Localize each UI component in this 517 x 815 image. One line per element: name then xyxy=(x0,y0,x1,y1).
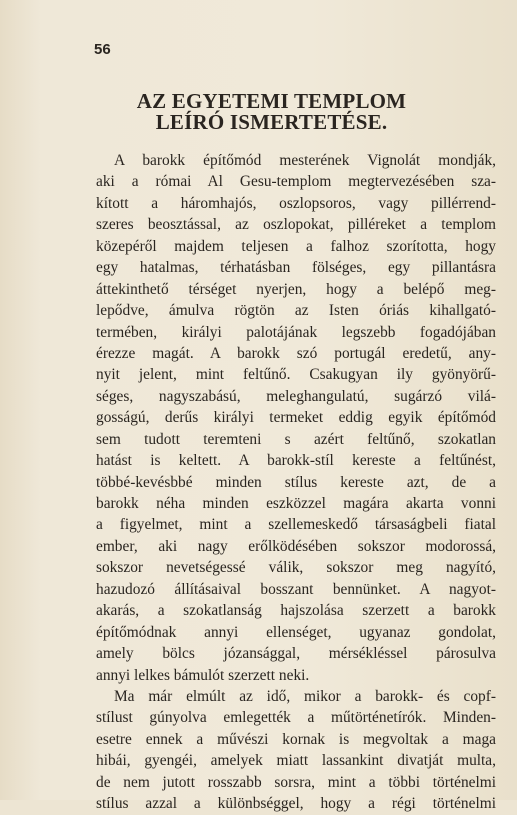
paragraph-2 xyxy=(96,686,496,815)
text-line: kított a háromhajós, oszlopsoros, vagy pillérrend- xyxy=(96,194,496,212)
text-line: termében, királyi palotájának legszebb fogadójában xyxy=(96,323,496,341)
body-text xyxy=(96,150,496,815)
text-line: stílust gúnyolva emlegették a műtörténetírók. Minden- xyxy=(96,709,496,727)
text-line: akarás, a szokatlanság hajszolása szerzett a barokk xyxy=(96,602,496,620)
text-line: nyit jelent, mint feltűnő. Csakugyan ily gyönyörű- xyxy=(96,366,496,384)
paragraph-1 xyxy=(96,150,496,686)
text-line: amely bölcs józansággal, mérsékléssel párosulva xyxy=(96,645,496,663)
text-line: ember, aki nagy erőlködésében sokszor modorossá, xyxy=(96,537,496,555)
text-line: hatást is keltett. A barokk-stíl kereste a feltűnést, xyxy=(96,452,496,470)
text-line: áttekinthető térséget nyerjen, hogy a belépő meg- xyxy=(96,280,496,298)
page-number: 56 xyxy=(94,41,111,58)
text-line: hazudozó állításaival bosszant bennünket. A nagyot- xyxy=(96,580,496,598)
text-line: stílus azzal a különbséggel, hogy a régi történelmi xyxy=(96,795,496,813)
text-line: sem tudott teremteni s azért feltűnő, szokatlan xyxy=(96,430,496,448)
text-line: aki a római Al Gesu-templom megtervezésében sza- xyxy=(96,173,496,191)
text-line: Ma már elmúlt az idő, mikor a barokk- és copf- xyxy=(114,687,496,705)
text-line: egy hatalmas, térhatásban fölséges, egy pillantásra xyxy=(96,259,496,277)
text-line: hibái, gyengéi, amelyek miatt lassankint divatját multa, xyxy=(96,752,496,770)
text-line: érezze magát. A barokk szó portugál eredetű, any- xyxy=(96,344,496,362)
text-line: többé-kevésbbé minden stílus kereste azt, de a xyxy=(96,473,496,491)
text-line: építőmódnak annyi ellenséget, ugyanaz gondolat, xyxy=(96,623,496,641)
text-line: esetre ennek a művészi kornak is megvoltak a maga xyxy=(96,730,496,748)
text-line: A barokk építőmód mesterének Vignolát mondják, xyxy=(114,152,496,169)
text-line: közepéről majdem teljesen a falhoz szorította, hogy xyxy=(96,237,496,255)
text-line: séges, nagyszabású, meleghangulatú, sugárzó vilá- xyxy=(96,387,496,405)
text-line: barokk néha minden eszközzel magára akarta vonni xyxy=(96,495,496,512)
text-line: annyi lelkes bámulót szerzett neki. xyxy=(96,666,310,684)
text-line: sokszor nevetségessé válik, sokszor meg nagyító, xyxy=(96,559,496,577)
text-line: lepődve, ámulva rögtön az Isten óriás kihallgató- xyxy=(96,302,496,320)
text-line: a figyelmet, mint a szellemeskedő társaságbeli fiatal xyxy=(96,516,496,534)
text-line: de nem jutott rosszabb sorsra, mint a többi történelmi xyxy=(96,773,496,791)
text-line: gosságú, derűs királyi termeket eddig egyik építőmód xyxy=(96,409,496,427)
chapter-title-line-2: LEÍRÓ ISMERTETÉSE. xyxy=(155,110,388,134)
text-line: szeres beosztással, az oszlopokat, pilléreket a templom xyxy=(96,216,496,234)
chapter-title-line-1: AZ EGYETEMI TEMPLOM xyxy=(136,89,407,113)
